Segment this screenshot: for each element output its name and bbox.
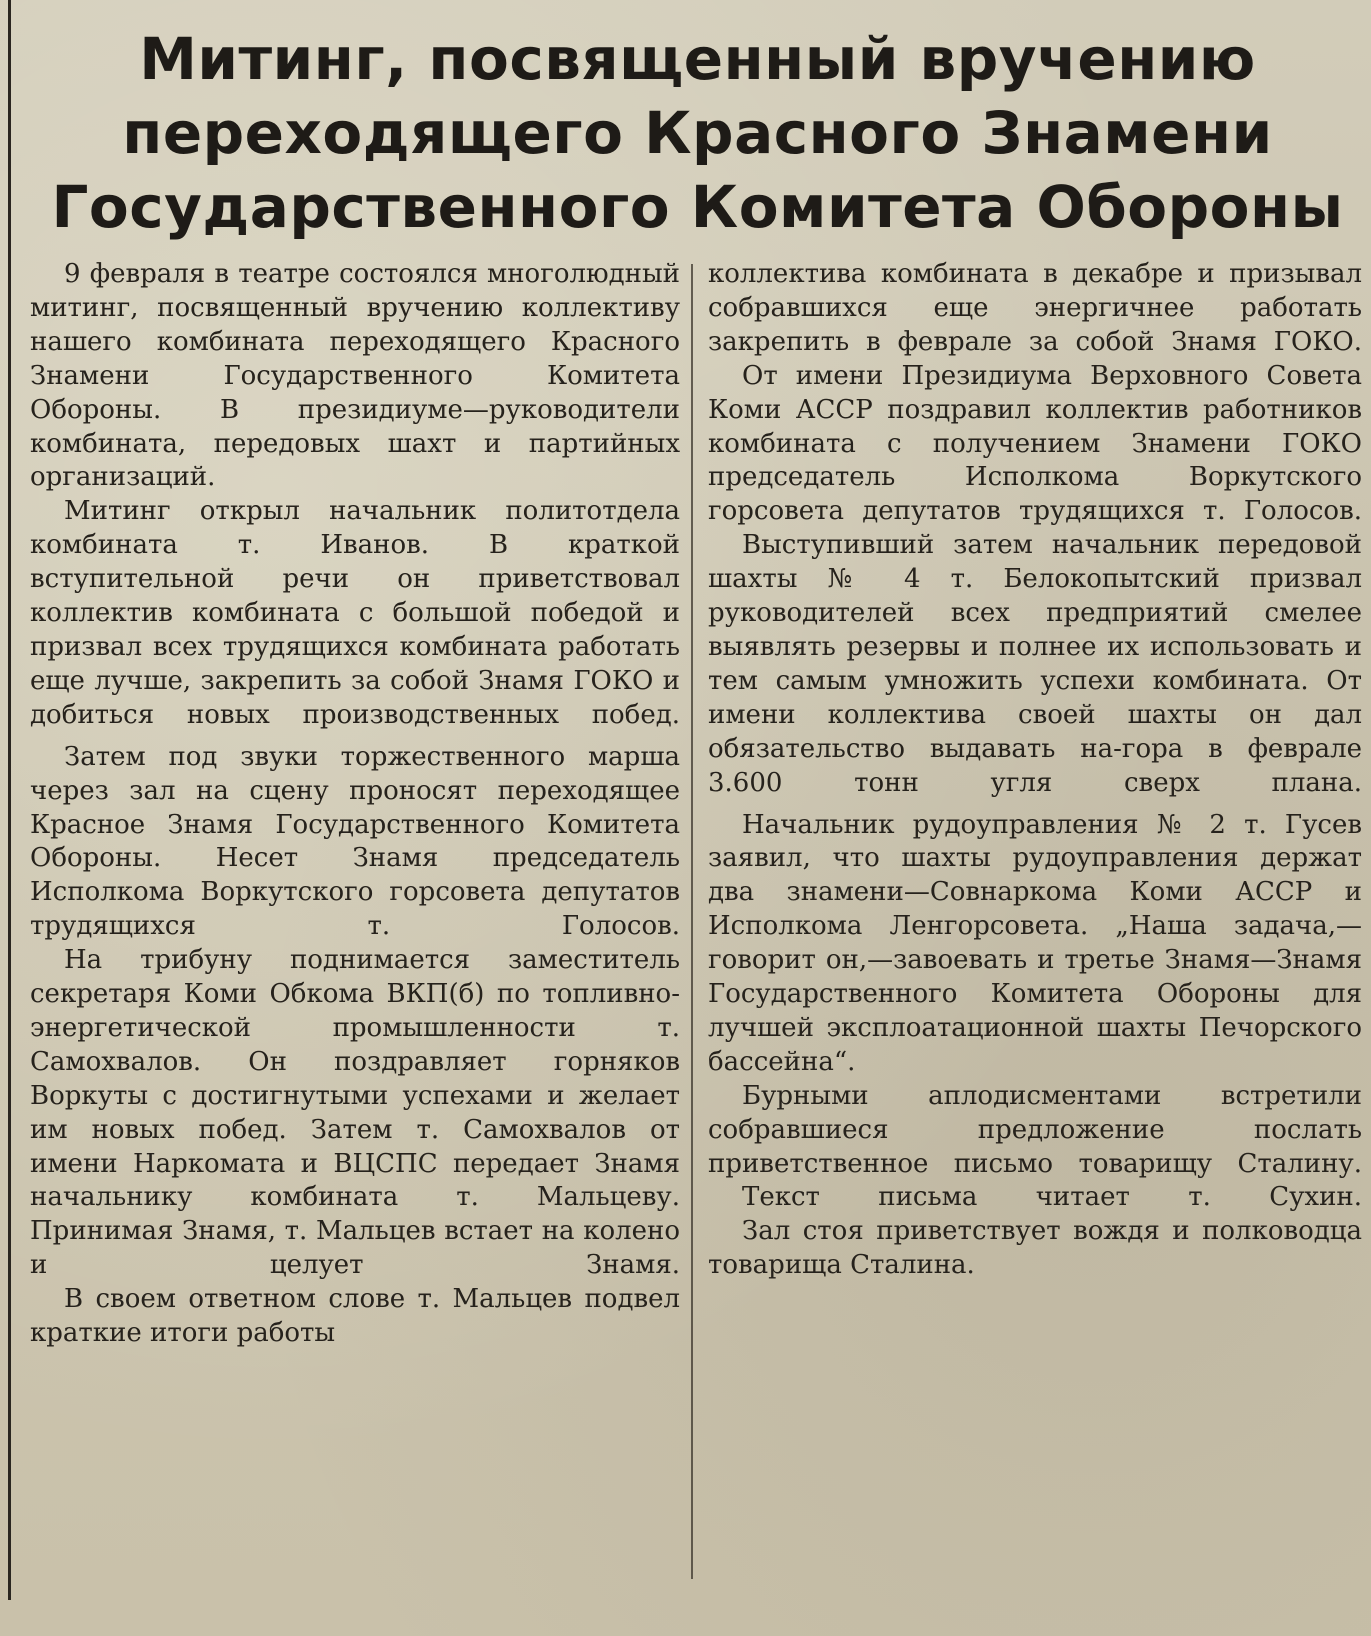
paragraph: Зал стоя приветствует вождя и полководца товарища Сталина. bbox=[708, 1216, 1362, 1281]
column-divider bbox=[691, 264, 693, 1579]
paragraph: На трибуну поднимается заместитель секретаря Коми Обкома ВКП(б) по топливно-энергетической промышленности т. Самохвалов. Он поздравляет горняков Воркуты с достигнутыми успехами и желает им новых побед. Затем т. Самохвалов от имени Наркомата и ВЦСПС передает Знамя начальнику комбината т. Мальцеву. Принимая Знамя, т. Мальцев встает на колено и целует Знамя. bbox=[30, 945, 680, 1281]
paragraph: Затем под звуки торжественного марша через зал на сцену проносят переходящее Красное Знамя Государственного Комитета Обороны. Несет Знамя председатель Исполкома Воркутского горсовета депутатов трудящихся т. Голосов. bbox=[30, 741, 680, 942]
margin-rule bbox=[8, 0, 11, 1600]
paragraph: Митинг открыл начальник политотдела комбината т. Иванов. В краткой вступительной речи он приветствовал коллектив комбината с большой победой и призвал всех трудящихся комбината работать еще лучше, закрепить за собой Знамя ГОКО и добиться новых производственных побед. bbox=[30, 496, 680, 730]
paragraph: коллектива комбината в декабре и призывал собравшихся еще энергичнее работать закрепить в феврале за собой Знамя ГОКО. bbox=[708, 259, 1362, 357]
headline-line-2: переходящего Красного Знамени bbox=[122, 99, 1273, 167]
headline bbox=[30, 22, 1365, 244]
paragraph: 9 февраля в театре состоялся многолюдный митинг, посвященный вручению коллективу нашего комбината переходящего Красного Знамени Государственного Комитета Обороны. В президиуме—руководители комбината, передовых шахт и партийных организаций. bbox=[30, 259, 680, 493]
article-column-right bbox=[708, 258, 1362, 1283]
paragraph: В своем ответном слове т. Мальцев подвел краткие итоги работы bbox=[30, 1284, 680, 1349]
article-column-left bbox=[30, 258, 680, 1351]
paragraph: От имени Президиума Верховного Совета Коми АССР поздравил коллектив работников комбината с получением Знамени ГОКО председатель Исполкома Воркутского горсовета депутатов трудящихся т. Голосов. bbox=[708, 360, 1362, 527]
headline-line-3: Государственного Комитета Обороны bbox=[51, 173, 1344, 241]
paragraph: Начальник рудоуправления № 2 т. Гусев заявил, что шахты рудоуправления держат два знамени—Совнаркома Коми АССР и Исполкома Ленгорсовета. „Наша задача,—говорит он,—завоевать и третье Знамя—Знамя Государственного Комитета Обороны для лучшей эксплоатационной шахты Печорского бассейна“. bbox=[708, 809, 1362, 1077]
paragraph: Выступивший затем начальник передовой шахты № 4 т. Белокопытский призвал руководителей всех предприятий смелее выявлять резервы и полнее их использовать и тем самым умножить успехи комбината. От имени коллектива своей шахты он дал обязательство выдавать на-гора в феврале 3.600 тонн угля сверх плана. bbox=[708, 530, 1362, 798]
paragraph: Текст письма читает т. Сухин. bbox=[742, 1182, 1362, 1213]
paragraph: Бурными аплодисментами встретили собравшиеся предложение послать приветственное письмо товарищу Сталину. bbox=[708, 1080, 1362, 1179]
headline-line-1: Митинг, посвященный вручению bbox=[139, 25, 1256, 93]
